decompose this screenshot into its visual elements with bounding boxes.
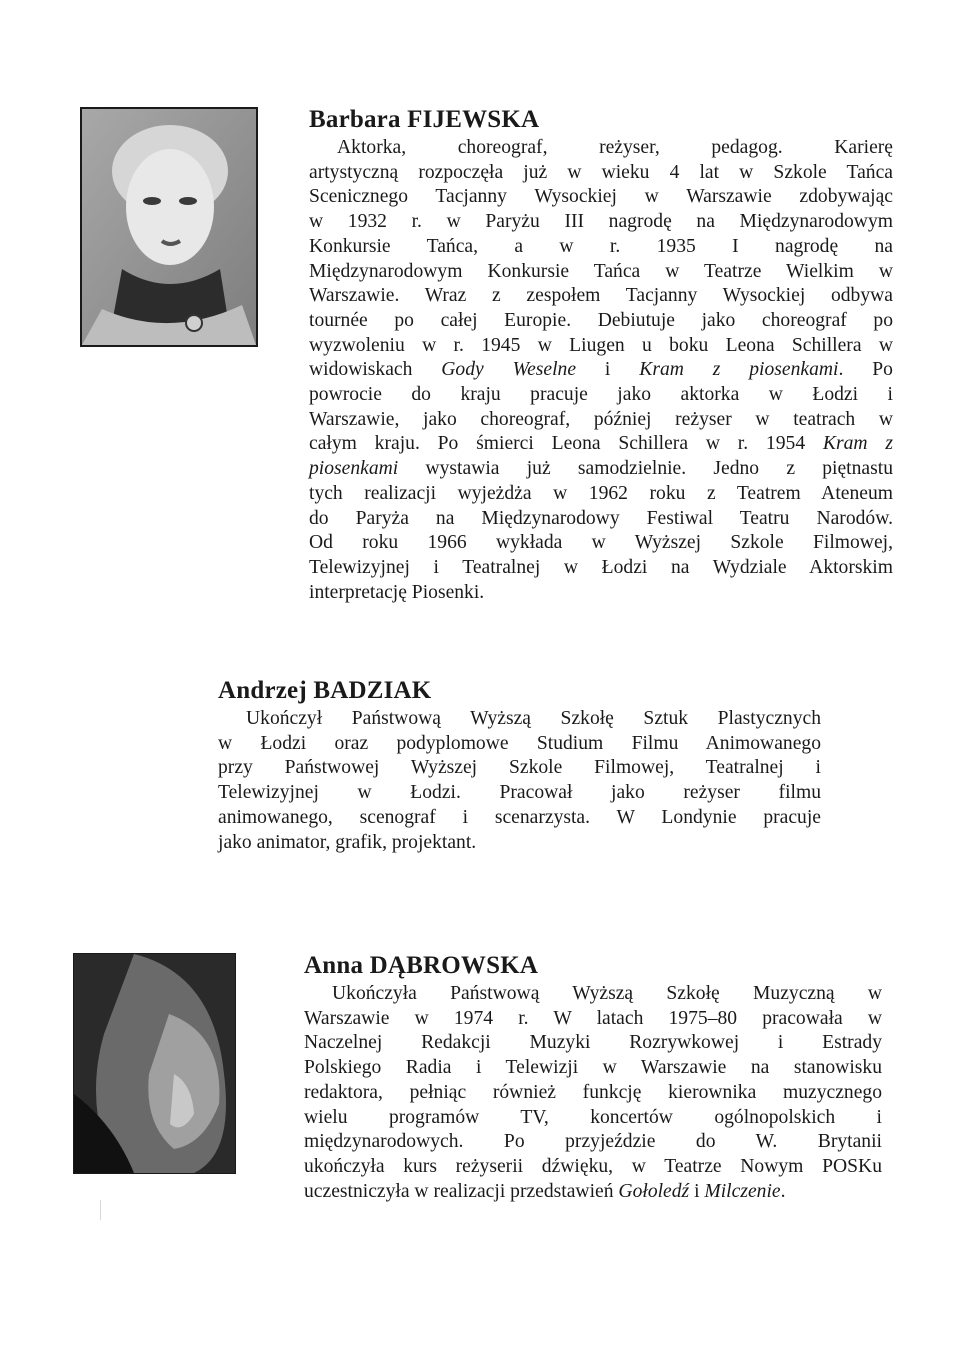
scan-mark (100, 1200, 101, 1220)
bio-line: tournée po całej Europie. Debiutuje jako choreograf po (309, 309, 893, 331)
bio-name: Andrzej BADZIAK (218, 677, 432, 704)
bio-line: tych realizacji wyjeżdża w 1962 roku z Teatrem Ateneum (309, 482, 893, 504)
portrait-photo-anna-dabrowska (73, 953, 236, 1174)
portrait-photo-barbara-fijewska (80, 107, 258, 347)
bio-line: Scenicznego Tacjanny Wysockiej w Warszawie zdobywając (309, 186, 893, 208)
bio-line: artystyczną rozpoczęła już w wieku 4 lat w Szkole Tańca (309, 161, 893, 183)
bio-line: wielu programów TV, koncertów ogólnopolskich i (304, 1106, 882, 1128)
bio-barbara-fijewska (309, 106, 893, 605)
bio-text (304, 982, 882, 1204)
bio-line: redaktora, pełniąc również funkcję kierownika muzycznego (304, 1081, 882, 1103)
bio-text (309, 136, 893, 605)
bio-anna-dabrowska (304, 952, 882, 1204)
bio-line: Warszawie w 1974 r. W latach 1975–80 pracowała w (304, 1007, 882, 1029)
bio-line: Telewizyjnej i Teatralnej w Łodzi na Wydziale Aktorskim (309, 556, 893, 578)
bio-line: wyzwoleniu w r. 1945 w Liugen u boku Leona Schillera w (309, 334, 893, 356)
bio-line: Konkursie Tańca, a w r. 1935 I nagrodę na (309, 235, 893, 257)
bio-line: międzynarodowych. Po przyjeździe do W. Brytanii (304, 1131, 882, 1153)
bio-line: widowiskach Gody Weselne i Kram z piosenkami. Po (309, 359, 893, 381)
bio-line: przy Państwowej Wyższej Szkole Filmowej, Teatralnej i (218, 757, 821, 779)
bio-line: uczestniczyła w realizacji przedstawień Gołoledź i Milczenie. (304, 1180, 786, 1202)
bio-line: całym kraju. Po śmierci Leona Schillera w r. 1954 Kram z (309, 433, 893, 455)
bio-line: Warszawie, jako choreograf, później reżyser w teatrach w (309, 408, 893, 430)
bio-line: interpretację Piosenki. (309, 581, 485, 603)
bio-line: w 1932 r. w Paryżu III nagrodę na Międzynarodowym (309, 211, 893, 233)
bio-line: Od roku 1966 wykłada w Wyższej Szkole Filmowej, (309, 532, 893, 554)
bio-andrzej-badziak (218, 677, 821, 855)
bio-name: Anna DĄBROWSKA (304, 952, 539, 979)
bio-name: Barbara FIJEWSKA (309, 106, 540, 133)
bio-line: Warszawie. Wraz z zespołem Tacjanny Wysockiej odbywa (309, 285, 893, 307)
bio-line: Międzynarodowym Konkursie Tańca w Teatrze Wielkim w (309, 260, 893, 282)
bio-line: do Paryża na Międzynarodowy Festiwal Teatru Narodów. (309, 507, 893, 529)
bio-line: Ukończył Państwową Wyższą Szkołę Sztuk Plastycznych (246, 708, 821, 729)
bio-line: w Łodzi oraz podyplomowe Studium Filmu Animowanego (218, 732, 821, 754)
bio-line: Aktorka, choreograf, reżyser, pedagog. Karierę (337, 137, 893, 158)
bio-line: jako animator, grafik, projektant. (218, 831, 477, 853)
bio-text (218, 707, 821, 855)
bio-line: Telewizyjnej w Łodzi. Pracował jako reżyser filmu (218, 782, 821, 804)
bio-line: Naczelnej Redakcji Muzyki Rozrywkowej i Estrady (304, 1032, 882, 1054)
bio-line: ukończyła kurs reżyserii dźwięku, w Teatrze Nowym POSKu (304, 1155, 882, 1177)
bio-line: Ukończyła Państwową Wyższą Szkołę Muzyczną w (332, 983, 882, 1004)
bio-line: Polskiego Radia i Telewizji w Warszawie na stanowisku (304, 1057, 882, 1079)
bio-line: animowanego, scenograf i scenarzysta. W Londynie pracuje (218, 806, 821, 828)
bio-line: piosenkami wystawia już samodzielnie. Jedno z piętnastu (309, 458, 893, 480)
bio-line: powrocie do kraju pracuje jako aktorka w Łodzi i (309, 384, 893, 406)
